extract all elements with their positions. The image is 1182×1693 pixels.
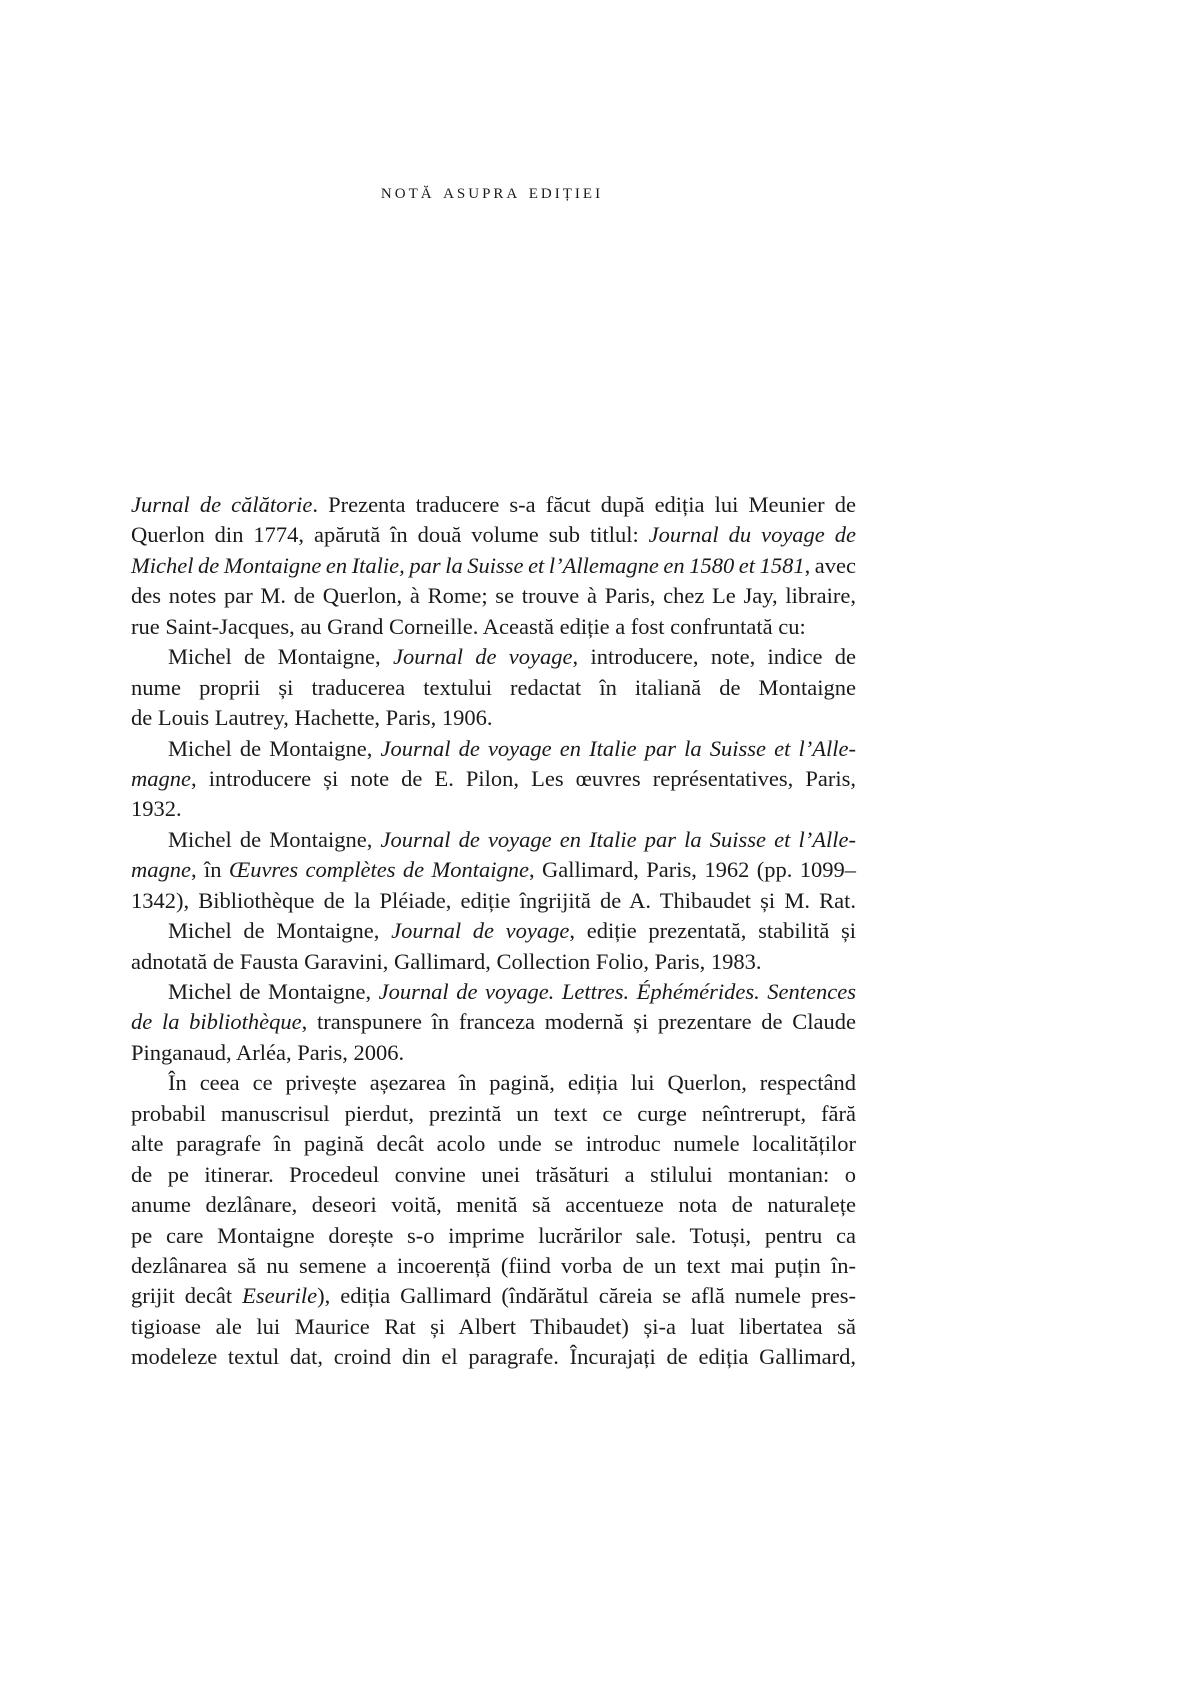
text-line (131, 612, 856, 642)
text-line (131, 916, 856, 946)
italic-title: Œuvres complètes de Montaigne (228, 857, 529, 883)
text-line (131, 1129, 856, 1159)
text-line (131, 551, 856, 581)
text-line (131, 977, 856, 1007)
section-heading: notă asupra ediției (380, 178, 604, 203)
text-run: Michel de Montaigne, (168, 826, 381, 852)
italic-title: magne (131, 765, 191, 791)
text-line (131, 1190, 856, 1220)
text-line (131, 1099, 856, 1129)
text-run: probabil manuscrisul pierdut, prezintă un text ce curge neîntrerupt, fără (131, 1100, 856, 1126)
text-line (131, 490, 856, 520)
text-run: Michel de Montaigne, (168, 644, 393, 670)
text-run: Michel de Montaigne, (168, 735, 381, 761)
text-line (131, 581, 856, 611)
italic-title: Journal du voyage de (648, 522, 856, 548)
text-run: Querlon din 1774, apărută în două volume sub titlul: (131, 522, 649, 548)
text-line (131, 642, 856, 672)
text-run: , ediție prezentată, stabilită și (569, 918, 856, 944)
text-line (131, 673, 856, 703)
text-run: rue Saint-Jacques, au Grand Corneille. Această ediție a fost confruntată cu: (131, 613, 806, 639)
text-line (131, 1281, 856, 1311)
text-run: În ceea ce privește așezarea în pagină, ediția lui Querlon, respectând (168, 1070, 856, 1096)
text-line (131, 855, 856, 885)
text-run: pe care Montaigne dorește s-o imprime lucrărilor sale. Totuși, pentru ca (131, 1222, 856, 1248)
text-run: , transpunere în franceza modernă și prezentare de Claude (301, 1009, 856, 1035)
italic-title: magne (131, 857, 191, 883)
italic-title: de la bibliothèque (131, 1009, 302, 1035)
text-line (131, 886, 856, 916)
text-run: dezlânarea să nu semene a incoerență (fiind vorba de un text mai puțin în- (131, 1252, 856, 1278)
text-run: Michel de Montaigne, (168, 918, 392, 944)
text-run: de Louis Lautrey, Hachette, Paris, 1906. (131, 705, 493, 731)
text-line (131, 1038, 856, 1068)
text-line (131, 1160, 856, 1190)
text-run: adnotată de Fausta Garavini, Gallimard, Collection Folio, Paris, 1983. (131, 948, 762, 974)
text-run: anume dezlânare, deseori voită, menită să accentueze nota de naturalețe (131, 1192, 856, 1218)
text-run: grijit decât (131, 1283, 243, 1309)
text-line (131, 734, 856, 764)
text-line (131, 947, 856, 977)
italic-title: Journal de voyage (392, 644, 573, 670)
text-line (131, 1068, 856, 1098)
text-run: Pinganaud, Arléa, Paris, 2006. (131, 1039, 405, 1065)
text-run: ), ediția Gallimard (îndărătul căreia se află numele pres- (317, 1283, 856, 1309)
italic-title: Journal de voyage en Italie par la Suisse et l’Alle- (380, 735, 856, 761)
text-run: , introducere, note, indice de (572, 644, 856, 670)
text-run: des notes par M. de Querlon, à Rome; se trouve à Paris, chez Le Jay, libraire, (131, 583, 856, 609)
text-line (131, 825, 856, 855)
text-run: Michel de Montaigne, (168, 979, 379, 1004)
text-run: , avec (804, 552, 856, 578)
italic-title: Jurnal de călătorie (131, 492, 313, 517)
text-line (131, 794, 856, 824)
text-line (131, 520, 856, 550)
text-line (131, 1221, 856, 1251)
text-run: 1342), Bibliothèque de la Pléiade, ediție îngrijită de A. Thibaudet și M. Rat. (131, 887, 856, 913)
text-run: nume proprii și traducerea textului redactat în italiană de Montaigne (131, 674, 856, 700)
text-run: , Gallimard, Paris, 1962 (pp. 1099– (529, 857, 856, 883)
text-line (131, 1312, 856, 1342)
text-run: . Prezenta traducere s-a făcut după ediția lui Meunier de (312, 492, 856, 517)
body-text (131, 490, 856, 1373)
text-run: 1932. (131, 796, 182, 822)
italic-title: Eseurile (242, 1283, 318, 1309)
text-line (131, 1251, 856, 1281)
text-run: , în (191, 857, 229, 883)
italic-title: Journal de voyage en Italie par la Suisse et l’Alle- (380, 826, 856, 852)
text-line (131, 703, 856, 733)
text-line (131, 1007, 856, 1037)
text-run: alte paragrafe în pagină decât acolo unde se introduc numele localităților (131, 1131, 856, 1157)
text-run: , introducere și note de E. Pilon, Les œuvres représentatives, Paris, (191, 765, 856, 791)
text-line (131, 764, 856, 794)
text-line (131, 1342, 856, 1372)
text-run: de pe itinerar. Procedeul convine unei trăsături a stilului montanian: o (131, 1161, 856, 1187)
italic-title: Journal de voyage (391, 918, 570, 944)
italic-title: Journal de voyage. Lettres. Éphémérides. Sentences (378, 979, 856, 1004)
text-run: modeleze textul dat, croind din el paragrafe. Încurajați de ediția Gallimard, (131, 1344, 856, 1370)
italic-title: Michel de Montaigne en Italie, par la Suisse et l’Allemagne en 1580 et 1581 (131, 552, 805, 578)
text-run: tigioase ale lui Maurice Rat și Albert Thibaudet) și-a luat libertatea să (131, 1313, 856, 1339)
